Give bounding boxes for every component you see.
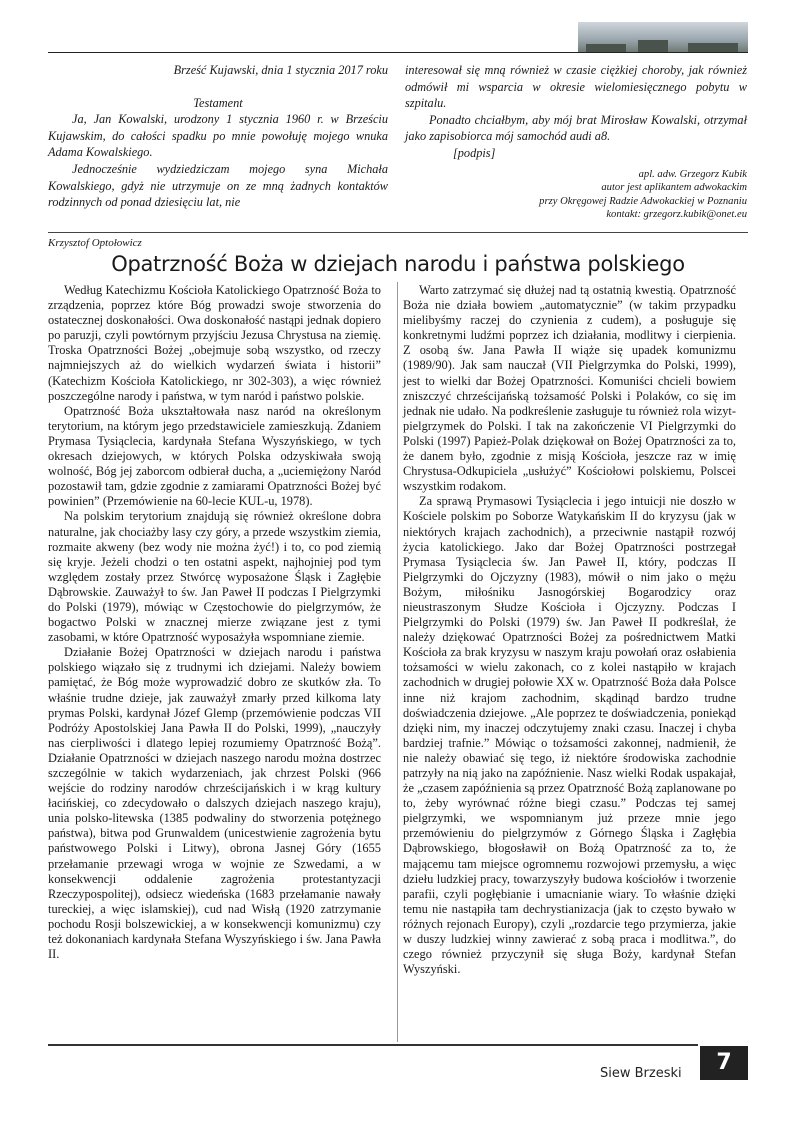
header-rule bbox=[48, 52, 748, 53]
article-left-column bbox=[48, 283, 381, 962]
testament-title: Testament bbox=[193, 95, 243, 110]
article-paragraph: Na polskim terytorium znajdują się również określone dobra naturalne, jak chociażby lasy czy góry, a przede wszystkim ziemia, rozmaite akweny (bez wody nie można żyć!) i to, co pod ziemią się kryje. Jeżeli chodzi o ten ostatni aspekt, najhojniej pod tym względem zostały przez Stwórcę wyposażone Śląsk i Zagłębie Dąbrowskie. Zauważył to św. Jan Paweł II podczas I Pielgrzymki do Polski (1979), mówiąc w Częstochowie do pielgrzymów, że bogactwo Polski w znacznej mierze związane jest z tymi zasobami, w które Opatrzność wyposażyła wspomniane ziemie. bbox=[48, 509, 381, 645]
testament-para-1: Ja, Jan Kowalski, urodzony 1 stycznia 1960 r. w Brześciu Kujawskim, do całości spadku po mnie powołuję mojego wnuka Adama Kowalskiego. bbox=[48, 112, 388, 160]
page-number: 7 bbox=[700, 1046, 748, 1080]
place-date: Brześć Kujawski, dnia 1 stycznia 2017 roku bbox=[173, 63, 388, 77]
testament-para-4: Ponadto chciałbym, aby mój brat Mirosław Kowalski, otrzymał jako zapisobiorca mój samochód audi a8. bbox=[405, 112, 747, 144]
publication-name: Siew Brzeski bbox=[600, 1066, 682, 1081]
footer-rule bbox=[48, 1044, 698, 1046]
testament-left-column bbox=[48, 62, 388, 211]
testament-right-column bbox=[405, 62, 747, 222]
column-divider bbox=[397, 282, 398, 1042]
article-paragraph: Za sprawą Prymasowi Tysiąclecia i jego intuicji nie doszło w Kościele polskim po Soborze Watykańskim II do kryzysu (jak w niektórych krajach zachodnich), a przeciwnie nastąpił rozwój życia katolickiego. Jako dar Bożej Opatrzności postrzegał Prymasa Tysiąclecia św. Jan Paweł II, który, podczas II Pielgrzymki do Ojczyzny (1983), mówił o nim jako o mężu Bożym, miłośniku Jasnogórskiej Bogarodzicy oraz nieustraszonym Słudze Kościoła i Ojczyzny. Podczas I Pielgrzymki do Polski (1979) św. Jan Paweł II podkreślał, że należy dziękować Opatrzności Bożej za pośrednictwem Matki Kościoła za brak kryzysu w naszym kraju powołań oraz osłabienia tożsamości w wielu zakonach, co z kolei nastąpiło w krajach zachodnich w drugiej połowie XX w. Opatrzność Boża dała Polsce inne niż krajom zachodnim, skądinąd bardzo trudne doświadczenia dziejowe. „Ale poprzez te doświadczenia, poniekąd dzięki nim, my inaczej odczytujemy znaki czasu. Inaczej i chyba bardziej trafnie.” Mówiąc o tożsamości zakonnej, nadmienił, że nie należy obawiać się tego, iż niektóre środowiska zachodnie patrzyły na nią jako na zapóźnienie. Nasz wielki Rodak uspakajał, że „czasem zapóźnienia są przez Opatrzność Bożą zaplanowane po to, żeby wyrównać różne biegi czasu.” Podczas tej samej pielgrzymki, we wspomnianym już przeze mnie jego przemówieniu do pielgrzymów z Górnego Śląska i Zagłębia Dąbrowskiego, błogosławił on Bożą Opatrzność za to, że mającemu tam miejsce ogromnemu rozwojowi przemysłu, a więc dziełu ludzkiej pracy, towarzyszyły budowa kościołów i tworzenie parafii, czyli pogłębianie i umacnianie wiary. To właśnie dzięki temu nie nastąpiła tam dechrystianizacja (jak to często bywało w różnych rejonach Europy), czyli „rozdarcie tego przymierza, jakie w duszy ludzkiej winny zawierać z sobą praca i modlitwa.”, do czego również przyczynił się sługa Boży, kardynał Stefan Wyszyński. bbox=[403, 494, 736, 977]
section-divider bbox=[48, 232, 748, 233]
article-paragraph: Działanie Bożej Opatrzności w dziejach narodu i państwa polskiego wiązało się z trudnymi ich dziejami. Należy bowiem pamiętać, że Bóg może wyprowadzić dobro ze skutków zła. To właśnie trudne dzieje, jak zauważył zmarły przed kilkoma laty prymas Polski, kardynał Józef Glemp (przemówienie podczas VII Podróży Apostolskiej Jana Pawła II do Polski, 1999), „nauczyły nas cierpliwości i dlatego lepiej rozumiemy Opatrzność Bożą”. Działanie Opatrzności w dziejach naszego narodu można dostrzec szczególnie w takich wydarzeniach, jak chrzest Polski (966 wejście do rodziny narodów chrześcijańskich i w krąg kultury łacińskiej, co zdecydowało o dalszych dziejach naszego kraju), unia polsko-litewska (1385 podwaliny do stworzenia potężnego państwa), bitwa pod Grunwaldem (unicestwienie zagrożenia bytu państwowego Polski i Litwy), obrona Jasnej Góry (1655 przełamanie przewagi wroga w wojnie ze Szwedami, a w konsekwencji oddalenie zagrożenia protestantyzacji Rzeczypospolitej), odsiecz wiedeńska (1683 przełamanie nawały tureckiej, a więc islamskiej), cud nad Wisłą (1920 zatrzymanie pochodu Rosji bolszewickiej, a w konsekwencji komunizmu) czy też dokonaniach kardynała Stefana Wyszyńskiego i św. Jana Pawła II. bbox=[48, 645, 381, 962]
header-photo bbox=[578, 22, 748, 52]
author-council: przy Okręgowej Radzie Adwokackiej w Poznaniu bbox=[539, 195, 747, 207]
testament-para-3: interesował się mną również w czasie ciężkiej choroby, jak również odmówił mi wsparcia w okresie wielomiesięcznego pobytu w szpitalu. bbox=[405, 63, 747, 111]
article-author: Krzysztof Optołowicz bbox=[48, 237, 142, 249]
article-title: Opatrzność Boża w dziejach narodu i państwa polskiego bbox=[111, 252, 685, 276]
article-paragraph: Według Katechizmu Kościoła Katolickiego Opatrzność Boża to zrządzenia, poprzez które Bóg prowadzi swoje stworzenia do ostatecznej doskonałości. Owa doskonałość nastąpi jednak dopiero po paruzji, czyli powtórnym przyjściu Jezusa Chrystusa na ziemię. Troska Opatrzności Bożej „obejmuje sobą wszystko, od rzeczy najmniejszych aż do wielkich wydarzeń świata i historii” (Katechizm Kościoła Katolickiego, nr 302-303), a więc również poszczególne narody i państwa, w tym naród i państwo polskie. bbox=[48, 283, 381, 403]
signature-placeholder: [podpis] bbox=[453, 145, 496, 160]
author-role: autor jest aplikantem adwokackim bbox=[601, 182, 747, 194]
article-right-column bbox=[403, 283, 736, 977]
author-contact: kontakt: grzegorz.kubik@onet.eu bbox=[606, 209, 747, 221]
article-paragraph: Opatrzność Boża ukształtowała nasz naród na określonym terytorium, na którym jego przedstawiciele zamieszkują. Zdaniem Prymasa Tysiąclecia, kardynała Stefana Wyszyńskiego, w tych okresach dziejowych, w których Polska odzyskiwała swoją wolność, Bóg jej zaborcom odbierał ducha, a „uciemiężony Naród pozostawił tam, gdzie zgodnie z zamiarami Opatrzności Bożej być powinien” (Przemówienie na 60-lecie KUL-u, 1978). bbox=[48, 403, 381, 509]
article-paragraph: Warto zatrzymać się dłużej nad tą ostatnią kwestią. Opatrzność Boża nie działa bowiem „automatycznie” (w takim przypadku mielibyśmy raczej do czynienia z cudem), a posługuje się konkretnymi ludźmi poprzez ich działania, modlitwy i cierpienia. Z osobą św. Jana Pawła II wiąże się upadek komunizmu (1989/90). Jak sam nauczał (VII Pielgrzymka do Polski, 1999), jest to wielki dar Bożej Opatrzności. Komuniści chcieli bowiem zniszczyć chrześcijańską tożsamość Polski i Polaków, co się im jednak nie udało. Na podkreślenie zasługuje tu również rola wizyt-pielgrzymek do Polski. I tak na zakończenie VI Pielgrzymki do Polski (1997) Papież-Polak dziękował on Bożej Opatrzności za to, że danem było, zgodnie z misją Kościoła, jeszcze raz w imię Chrystusa-Odkupiciela „usłużyć” Kościołowi polskiemu, Polscei wszystkim rodakom. bbox=[403, 283, 736, 494]
author-name: apl. adw. Grzegorz Kubik bbox=[638, 168, 747, 180]
testament-para-2: Jednocześnie wydziedziczam mojego syna Michała Kowalskiego, gdyż nie utrzymuje on ze mną żadnych kontaktów rodzinnych od ponad dziesięciu lat, nie bbox=[48, 161, 388, 210]
